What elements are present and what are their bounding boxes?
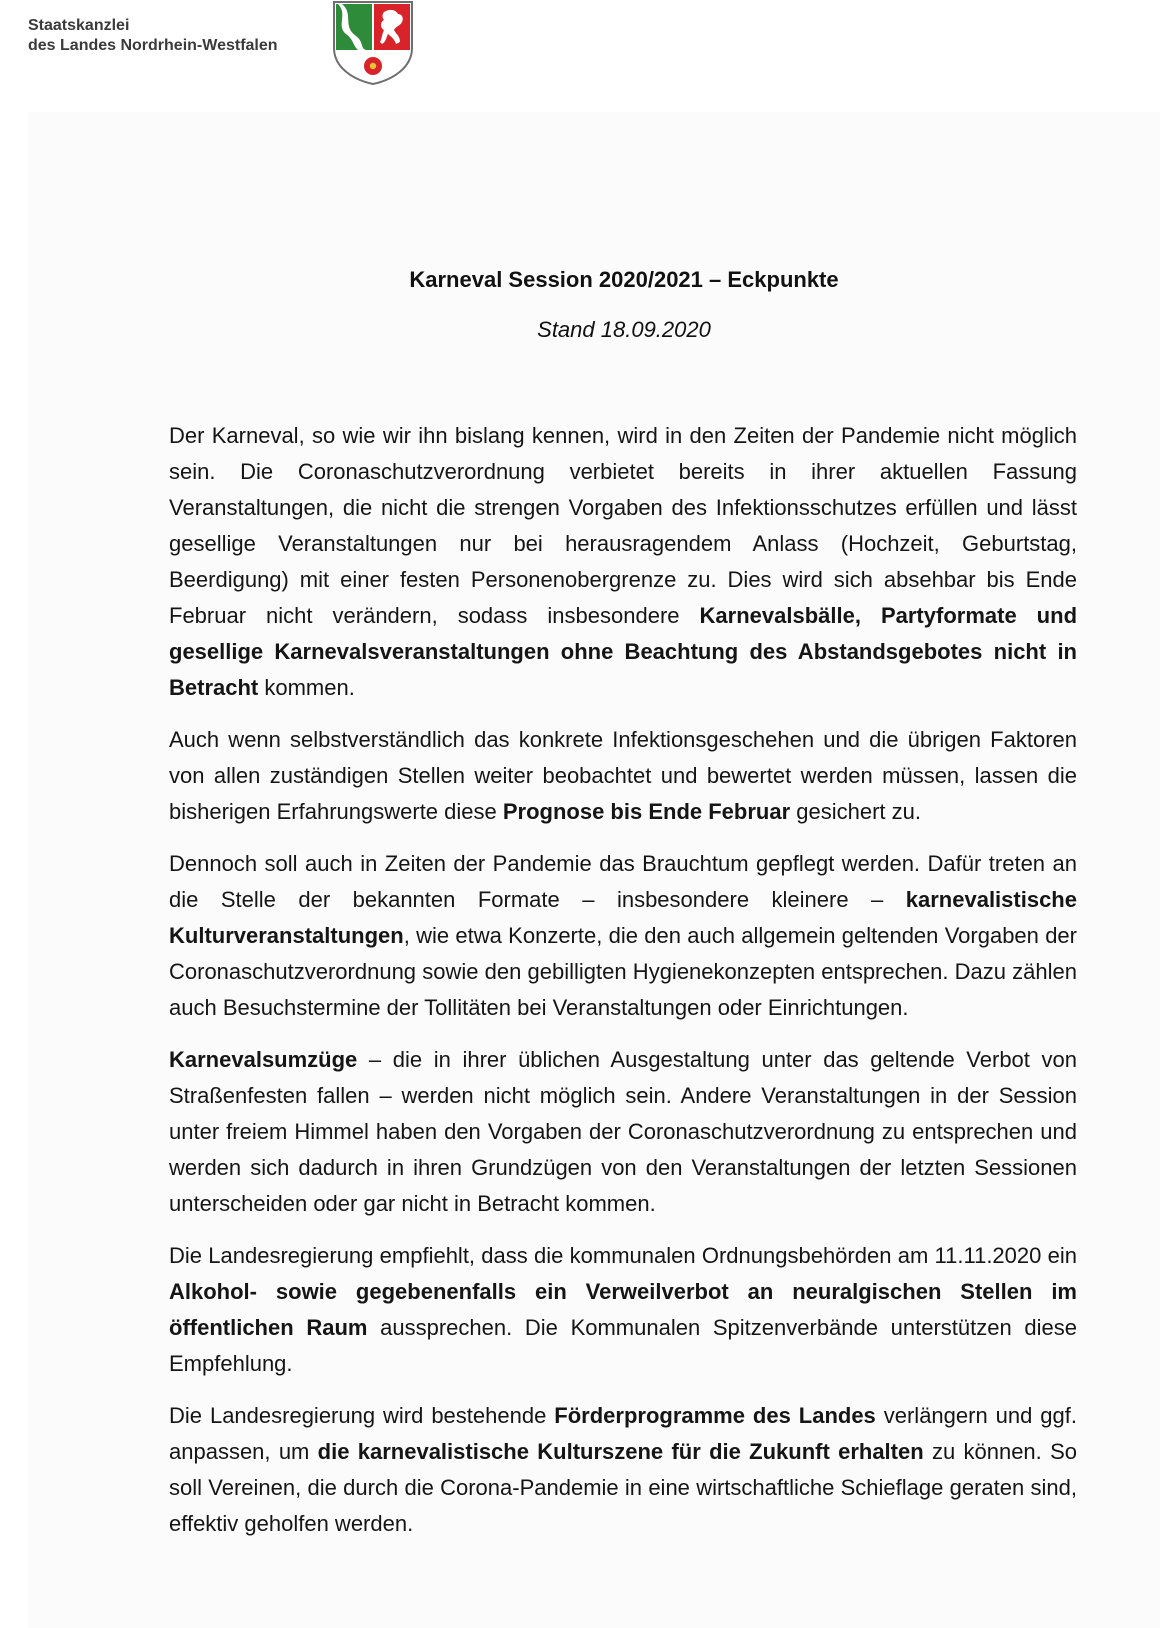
emphasized-text: Karnevalsumzüge: [169, 1047, 358, 1072]
emphasized-text: Karnevalsbälle, Partyformate und gesellige Karnevalsveranstaltungen ohne Beachtung des Abstandsgebotes nicht in Betracht: [169, 603, 1078, 700]
emphasized-text: Prognose bis Ende Februar: [502, 799, 791, 824]
paragraph: [169, 722, 1077, 830]
paragraph-text: Die Landesregierung empfiehlt, dass die kommunalen Ordnungsbehörden am 11.11.2020 ein: [169, 1243, 1077, 1268]
paragraph-text: Die Landesregierung wird bestehende: [169, 1403, 555, 1428]
paragraph-text: Dennoch soll auch in Zeiten der Pandemie das Brauchtum gepflegt werden. Dafür treten an die Stelle der bekannten Formate – insbesondere kleinere –: [169, 851, 1077, 912]
paragraph-text: kommen.: [258, 675, 355, 700]
document-body: [169, 418, 1077, 1558]
paragraph-text: aussprechen. Die Kommunalen Spitzenverbände unterstützen diese Empfehlung.: [169, 1315, 1078, 1376]
paragraph-text: Der Karneval, so wie wir ihn bislang kennen, wird in den Zeiten der Pandemie nicht möglich sein. Die Coronaschutzverordnung verbietet bereits in ihrer aktuellen Fassung Veranstaltungen, die nicht die strengen Vorgaben des Infektionsschutzes erfüllen und lässt gesellige Veranstaltungen nur bei herausragendem Anlass (Hochzeit, Geburtstag, Beerdigung) mit einer festen Personenobergrenze zu. Dies wird sich absehbar bis Ende Februar nicht verändern, sodass insbesondere: [169, 423, 1077, 628]
paragraph: [169, 846, 1077, 1026]
paragraph: [169, 1398, 1077, 1542]
paragraph: [169, 1042, 1077, 1222]
emphasized-text: Alkohol- sowie gegebenenfalls ein Verweilverbot an neuralgischen Stellen im öffentlichen Raum: [169, 1279, 1077, 1340]
emphasized-text: karnevalistische Kulturveranstaltungen: [169, 887, 1077, 948]
document-title: Karneval Session 2020/2021 – Eckpunkte: [409, 267, 839, 292]
agency-line-1: Staatskanzlei: [28, 17, 130, 34]
paragraph: [169, 418, 1077, 706]
paragraph-text: Auch wenn selbstverständlich das konkrete Infektionsgeschehen und die übrigen Faktoren von allen zuständigen Stellen weiter beobachtet und bewertet werden müssen, lassen die bisherigen Erfahrungswerte diese: [169, 727, 1077, 824]
paragraph-text: verlängern und ggf. anpassen, um: [169, 1403, 1077, 1464]
nrw-coat-of-arms-icon: [330, 0, 416, 86]
emphasized-text: die karnevalistische Kulturszene für die Zukunft erhalten: [317, 1439, 924, 1464]
paragraph-text: zu können. So soll Vereinen, die durch die Corona-Pandemie in eine wirtschaftliche Schieflage geraten sind, effektiv geholfen werden.: [169, 1439, 1077, 1536]
paragraph-text: , wie etwa Konzerte, die den auch allgemein geltenden Vorgaben der Coronaschutzverordnung sowie den gebilligten Hygienekonzepten entsprechen. Dazu zählen auch Besuchstermine der Tollitäten bei Veranstaltungen oder Einrichtungen.: [169, 923, 1077, 1020]
agency-name: [28, 16, 278, 56]
paragraph: [169, 1238, 1077, 1382]
letterhead: [0, 0, 1160, 100]
agency-line-2: des Landes Nordrhein-Westfalen: [28, 37, 278, 54]
emphasized-text: Förderprogramme des Landes: [554, 1403, 876, 1428]
paragraph-text: gesichert zu.: [790, 799, 921, 824]
paragraph-text: – die in ihrer üblichen Ausgestaltung unter das geltende Verbot von Straßenfesten fallen – werden nicht möglich sein. Andere Veranstaltungen in der Session unter freiem Himmel haben den Vorgaben der Coronaschutzverordnung zu entsprechen und werden sich dadurch in ihren Grundzügen von den Veranstaltungen der letzten Sessionen unterscheiden oder gar nicht in Betracht kommen.: [169, 1047, 1077, 1216]
document-date: Stand 18.09.2020: [537, 317, 711, 342]
